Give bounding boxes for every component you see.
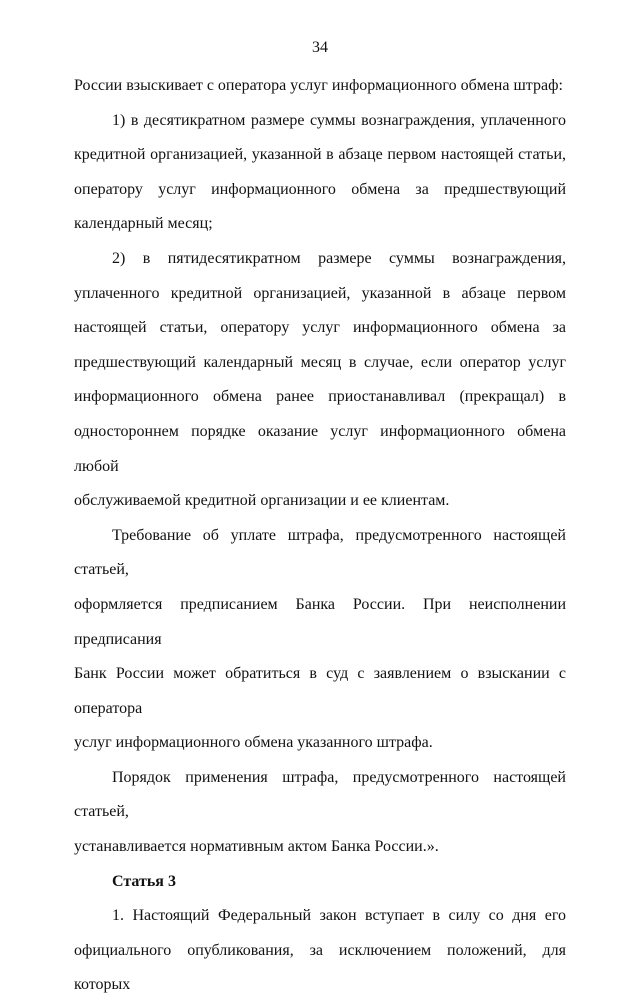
- text-line: предшествующий календарный месяц в случае, если оператор услуг: [74, 353, 566, 371]
- text-line: кредитной организацией, указанной в абзаце первом настоящей статьи,: [74, 146, 566, 164]
- text-line: уплаченного кредитной организацией, указанной в абзаце первом: [74, 284, 566, 302]
- page-number: 34: [312, 39, 328, 56]
- body-text: [74, 69, 566, 1003]
- text-line: Банк России может обратиться в суд с заявлением о взыскании с оператора: [74, 665, 566, 717]
- text-line: Порядок применения штрафа, предусмотренного настоящей статьей,: [74, 768, 566, 821]
- text-line: 1. Настоящий Федеральный закон вступает в силу со дня его: [112, 907, 566, 925]
- text-line: устанавливается нормативным актом Банка России.».: [74, 838, 439, 856]
- text-line: оформляется предписанием Банка России. При неисполнении предписания: [74, 595, 566, 648]
- text-line: информационного обмена ранее приостанавливал (прекращал) в: [74, 388, 566, 406]
- text-line: обслуживаемой кредитной организации и ее клиентам.: [74, 492, 450, 510]
- text-line: официального опубликования, за исключением положений, для которых: [74, 941, 566, 994]
- text-line: Требование об уплате штрафа, предусмотренного настоящей статьей,: [74, 526, 566, 579]
- text-line: России взыскивает с оператора услуг информационного обмена штраф:: [74, 77, 563, 94]
- text-line: одностороннем порядке оказание услуг информационного обмена любой: [74, 422, 566, 475]
- text-line: 1) в десятикратном размере суммы вознаграждения, уплаченного: [112, 111, 566, 129]
- text-line: 2) в пятидесятикратном размере суммы вознаграждения,: [112, 249, 566, 267]
- text-line: услуг информационного обмена указанного штрафа.: [74, 734, 433, 752]
- section-heading: Статья 3: [112, 872, 176, 890]
- text-line: календарный месяц;: [74, 215, 213, 233]
- text-line: оператору услуг информационного обмена за предшествующий: [74, 180, 566, 198]
- text-line: настоящей статьи, оператору услуг информационного обмена за: [74, 319, 566, 337]
